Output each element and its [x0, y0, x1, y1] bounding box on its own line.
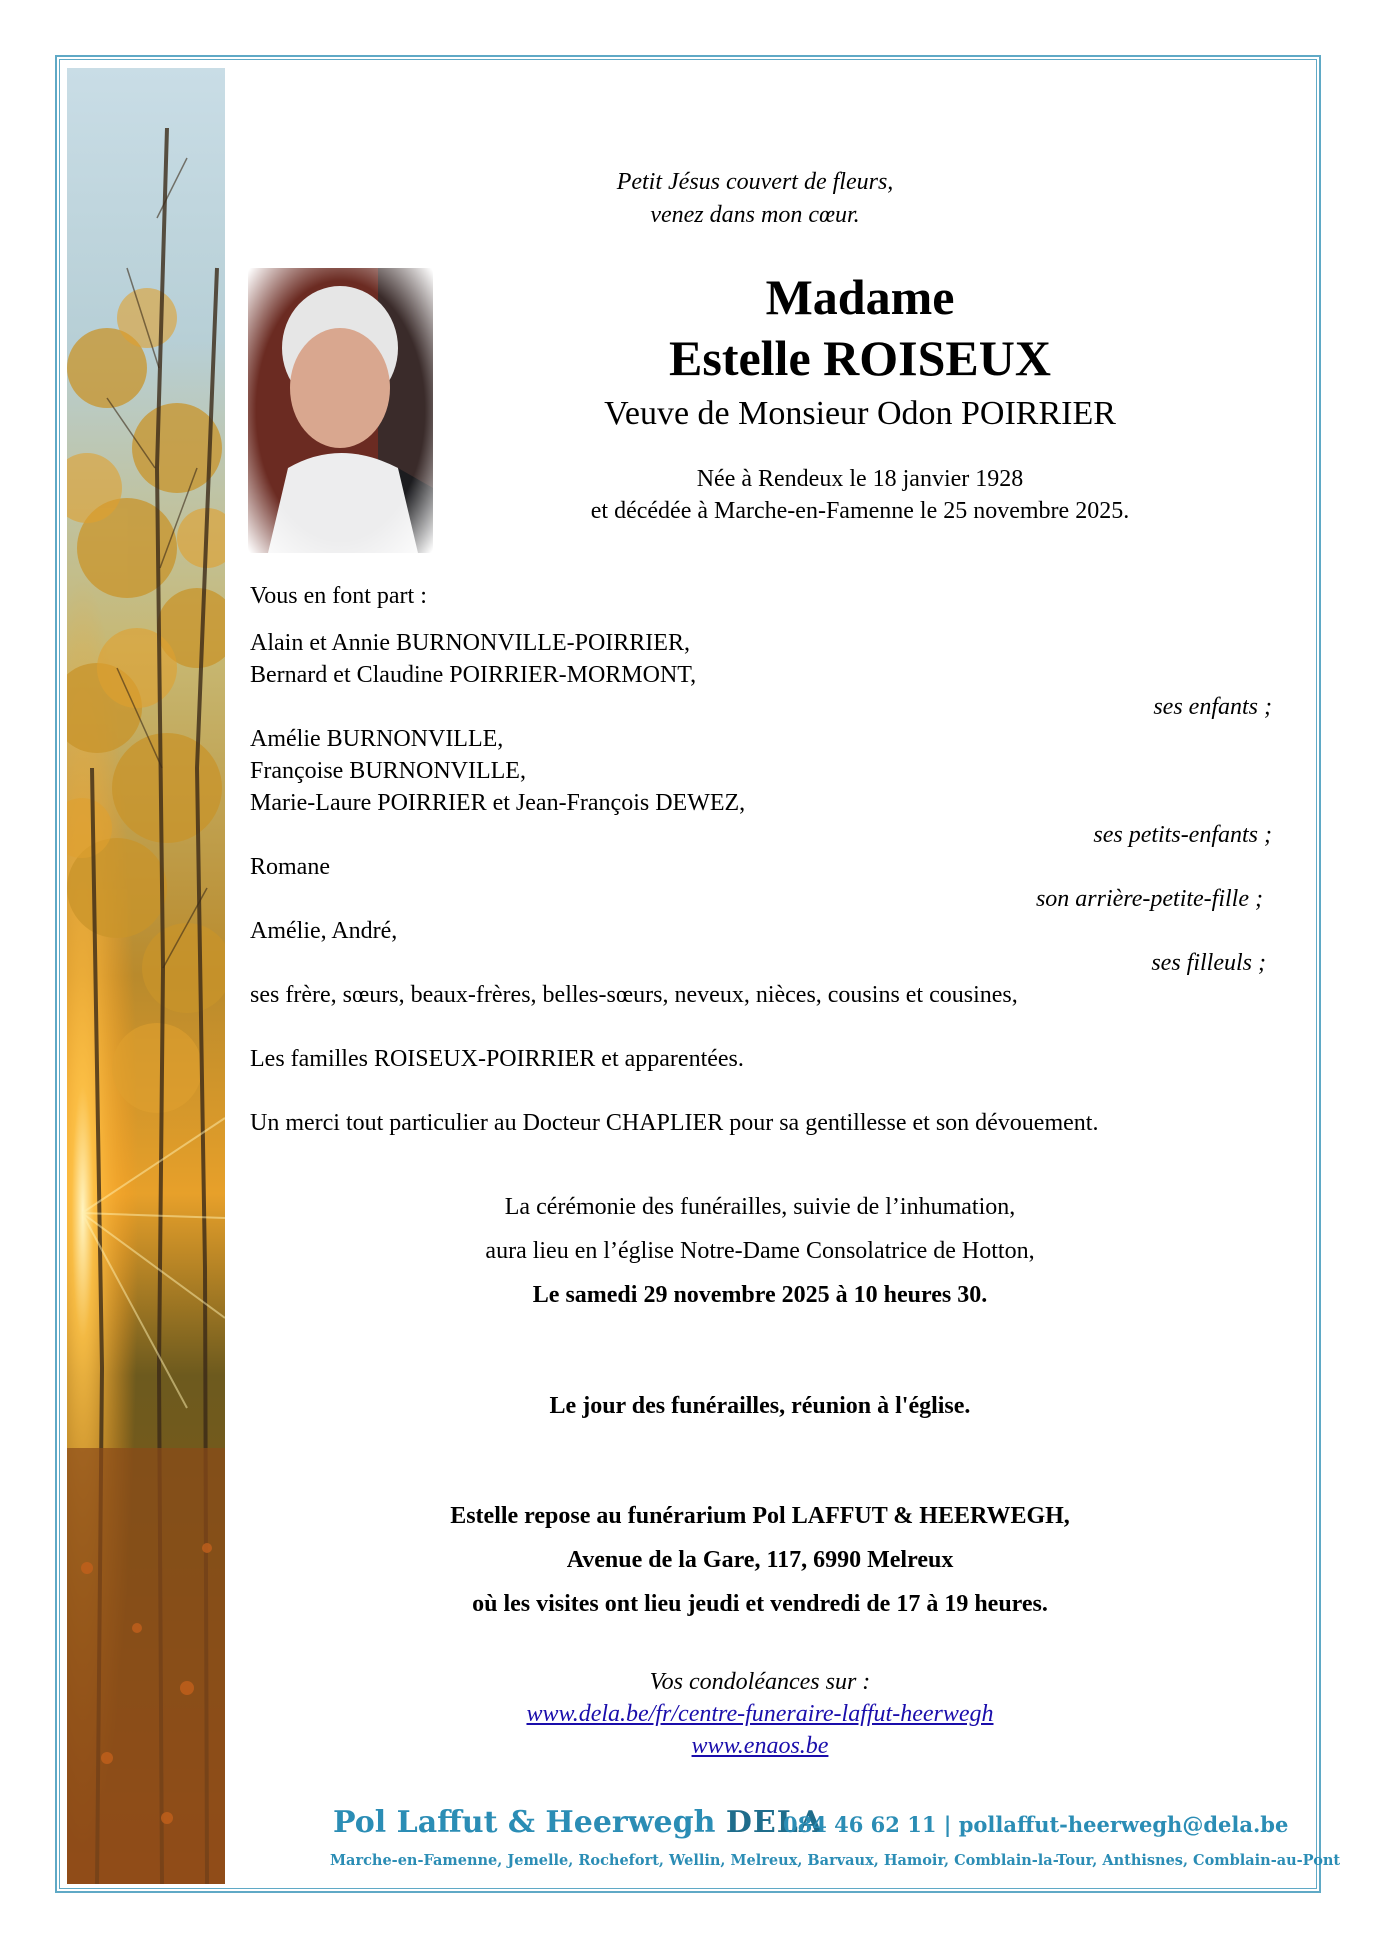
visitation-line-1: Estelle repose au funérarium Pol LAFFUT & HEERWEGH,: [450, 1503, 1070, 1529]
great-grandchild-role: son arrière-petite-fille ;: [1035, 886, 1263, 912]
godchildren-role: ses filleuls ;: [1151, 950, 1266, 976]
death-info: et décédée à Marche-en-Famenne le 25 novembre 2025.: [590, 498, 1130, 524]
condolences-link-2-wrap: [250, 1730, 1270, 1762]
condolences-link-1-wrap: [250, 1698, 1270, 1730]
dela-logo: DELA: [725, 1805, 824, 1840]
dela-link[interactable]: www.dela.be/fr/centre-funeraire-laffut-heerwegh: [526, 1701, 994, 1727]
deceased-spouse: Veuve de Monsieur Odon POIRRIER: [604, 395, 1116, 432]
footer-contact: 084 46 62 11 | pollaffut-heerwegh@dela.be: [783, 1812, 1289, 1837]
visitation-line-3: où les visites ont lieu jeudi et vendredi de 17 à 19 heures.: [472, 1591, 1048, 1617]
visitation-line-2: Avenue de la Gare, 117, 6990 Melreux: [566, 1547, 954, 1573]
enaos-link[interactable]: www.enaos.be: [691, 1733, 829, 1759]
ceremony-datetime: Le samedi 29 novembre 2025 à 10 heures 30.: [532, 1282, 988, 1308]
footer-brand: [333, 1805, 823, 1840]
child-1: Alain et Annie BURNONVILLE-POIRRIER,: [250, 630, 690, 656]
grandchild-3: Marie-Laure POIRRIER et Jean-François DEWEZ,: [250, 790, 746, 816]
grandchildren-role: ses petits-enfants ;: [1093, 822, 1272, 848]
ceremony-line-1: La cérémonie des funérailles, suivie de l’inhumation,: [504, 1194, 1016, 1220]
families: Les familles ROISEUX-POIRRIER et apparentées.: [250, 1046, 744, 1072]
relatives: ses frère, sœurs, beaux-frères, belles-sœurs, neveux, nièces, cousins et cousines,: [250, 982, 1018, 1008]
quote-line-1: Petit Jésus couvert de fleurs,: [616, 169, 894, 195]
thanks: Un merci tout particulier au Docteur CHAPLIER pour sa gentillesse et son dévouement.: [250, 1110, 1099, 1136]
birth-info: Née à Rendeux le 18 janvier 1928: [696, 466, 1024, 492]
footer-towns: Marche-en-Famenne, Jemelle, Rochefort, Wellin, Melreux, Barvaux, Hamoir, Comblain-la-Tour, Anthisnes, Comblain-au-Pont: [330, 1852, 1341, 1869]
meeting-info: Le jour des funérailles, réunion à l'église.: [549, 1393, 971, 1419]
great-grandchild: Romane: [250, 854, 330, 880]
quote-line-2: venez dans mon cœur.: [650, 202, 860, 228]
children-role: ses enfants ;: [1153, 694, 1272, 720]
godchildren: Amélie, André,: [250, 918, 398, 944]
brand-name: Pol Laffut & Heerwegh: [333, 1805, 716, 1840]
grandchild-1: Amélie BURNONVILLE,: [250, 726, 504, 752]
ceremony-line-2: aura lieu en l’église Notre-Dame Consolatrice de Hotton,: [485, 1238, 1035, 1264]
intro-text: Vous en font part :: [250, 583, 427, 609]
deceased-title: Madame: [765, 269, 955, 325]
deceased-name: Estelle ROISEUX: [669, 330, 1051, 386]
condolences-label: Vos condoléances sur :: [649, 1669, 871, 1695]
grandchild-2: Françoise BURNONVILLE,: [250, 758, 526, 784]
portrait-photo: [248, 268, 433, 553]
autumn-trees-image: [67, 68, 225, 1884]
child-2: Bernard et Claudine POIRRIER-MORMONT,: [250, 662, 697, 688]
